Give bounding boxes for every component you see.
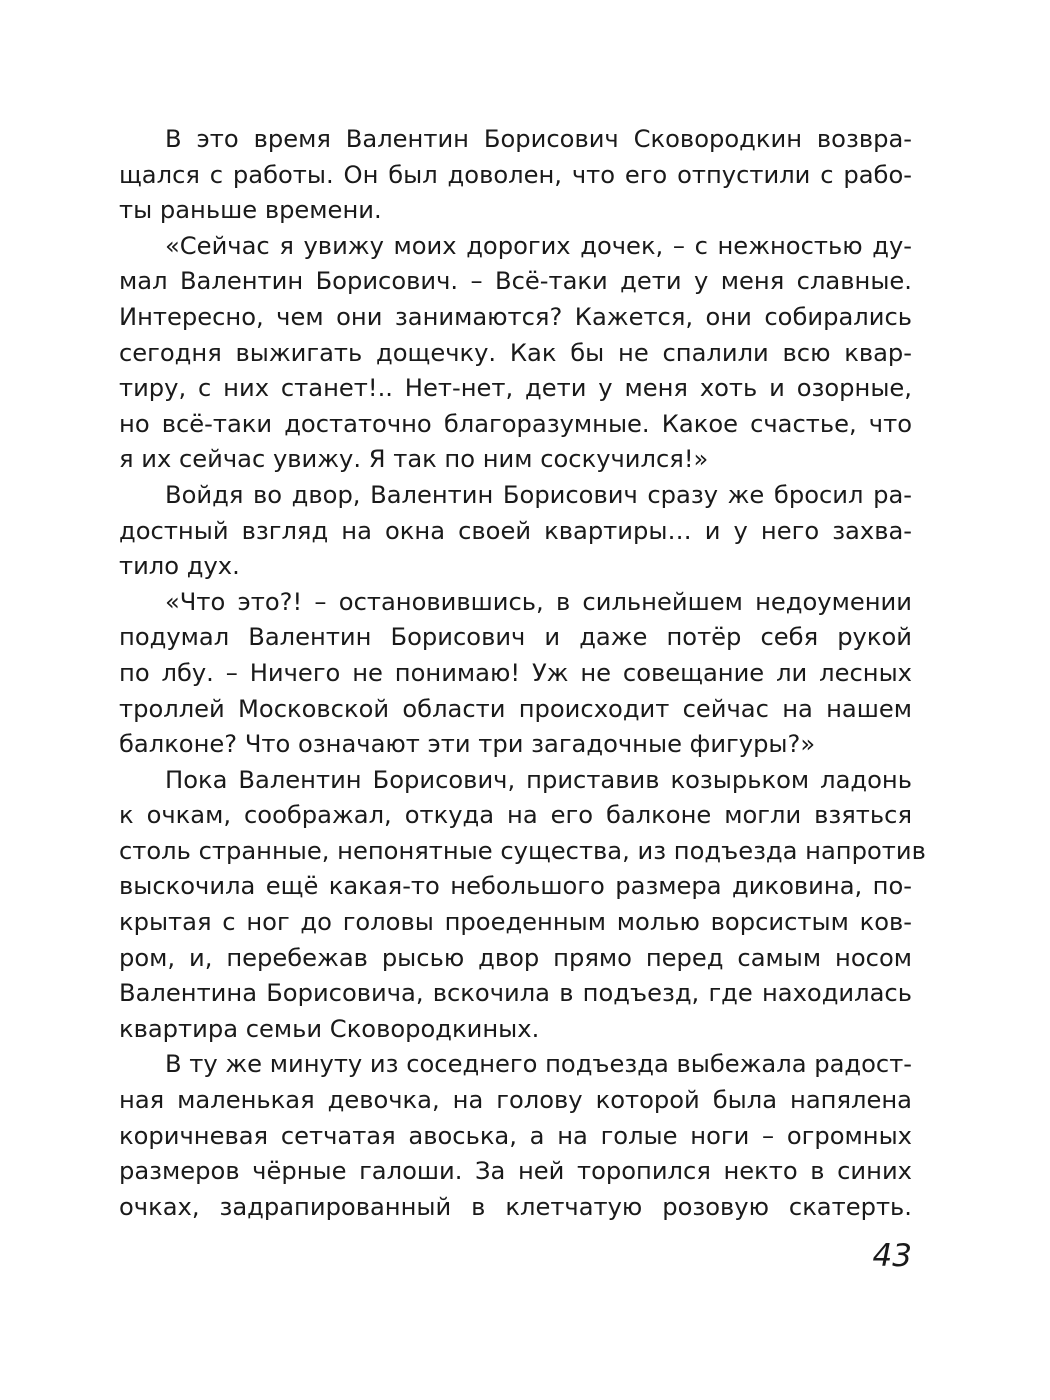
text-line: квартира семьи Сковородкиных.	[119, 1014, 540, 1043]
text-line: очках, задрапированный в клетчатую розовую скатерть.	[119, 1192, 912, 1221]
text-line: В ту же минуту из соседнего подъезда выбежала радост-	[165, 1050, 913, 1079]
text-line: В это время Валентин Борисович Сковородкин возвра-	[165, 125, 912, 153]
text-line: достный взгляд на окна своей квартиры… и у него захва-	[119, 516, 912, 545]
text-line: Пока Валентин Борисович, приставив козырьком ладонь	[165, 765, 912, 794]
page-number: 43	[872, 1238, 912, 1274]
text-line: балконе? Что означают эти три загадочные фигуры?»	[119, 730, 816, 759]
text-line: «Что это?! – остановившись, в сильнейшем недоумении	[165, 587, 912, 616]
text-line: к очкам, соображал, откуда на его балконе могли взяться	[119, 801, 912, 830]
text-line: тиру, с них станет!.. Нет-нет, дети у меня хоть и озорные,	[119, 374, 912, 403]
text-line: по лбу. – Ничего не понимаю! Уж не совещание ли лесных	[119, 658, 912, 687]
text-line: выскочила ещё какая-то небольшого размера диковина, по-	[119, 872, 912, 901]
text-line: но всё-таки достаточно благоразумные. Какое счастье, что	[119, 409, 912, 438]
text-line: Валентина Борисовича, вскочила в подъезд, где находилась	[119, 979, 912, 1008]
text-line: сегодня выжигать дощечку. Как бы не спалили всю квар-	[119, 338, 912, 367]
text-line: троллей Московской области происходит сейчас на нашем	[119, 694, 912, 723]
text-line: тило дух.	[119, 552, 240, 581]
text-line: Интересно, чем они занимаются? Кажется, они собирались	[119, 302, 912, 331]
text-line: Войдя во двор, Валентин Борисович сразу же бросил ра-	[165, 480, 912, 509]
text-line: подумал Валентин Борисович и даже потёр себя рукой	[119, 623, 912, 652]
text-line: «Сейчас я увижу моих дорогих дочек, – с нежностью ду-	[165, 231, 912, 260]
text-line: коричневая сетчатая авоська, а на голые ноги – огромных	[119, 1121, 912, 1150]
body-text	[119, 122, 926, 1225]
text-line: крытая с ног до головы проеденным молью ворсистым ков-	[119, 908, 912, 937]
text-line: ная маленькая девочка, на голову которой была напялена	[119, 1086, 912, 1115]
text-line: щался с работы. Он был доволен, что его отпустили с рабо-	[119, 160, 912, 189]
text-line: я их сейчас увижу. Я так по ним соскучился!»	[119, 445, 709, 474]
text-line: мал Валентин Борисович. – Всё-таки дети у меня славные.	[119, 267, 912, 296]
text-line: ты раньше времени.	[119, 196, 382, 225]
text-line: столь странные, непонятные существа, из подъезда напротив	[119, 836, 926, 865]
text-line: ром, и, перебежав рысью двор прямо перед самым носом	[119, 943, 912, 972]
text-line: размеров чёрные галоши. За ней торопился некто в синих	[119, 1157, 912, 1186]
